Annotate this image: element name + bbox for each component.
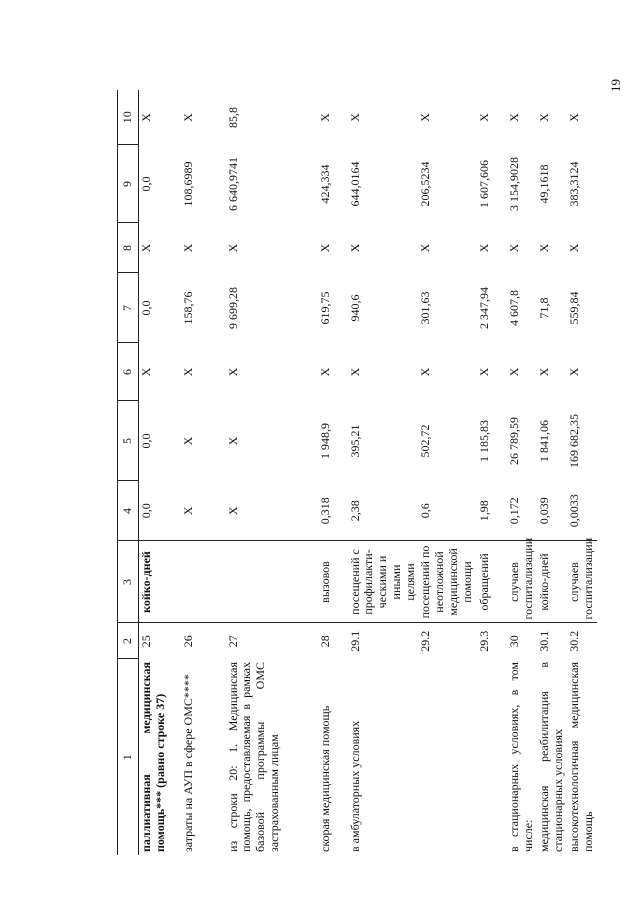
unit-cell: обращений	[477, 541, 507, 623]
cell-col7: 301,63	[418, 291, 433, 325]
cell-col4: 0,318	[317, 497, 332, 525]
unit-cell: вызовов	[318, 541, 348, 623]
cell-col6: X	[567, 367, 582, 377]
cell-col5: 169 682,35	[567, 414, 582, 468]
cell-col10: X	[317, 113, 332, 122]
cell-col7: 0,0	[139, 300, 153, 316]
cell-col4: 0,039	[537, 497, 552, 525]
row-number: 30	[507, 635, 522, 648]
table-row	[181, 90, 226, 855]
table-row	[139, 90, 181, 855]
row-number: 29.2	[418, 630, 433, 652]
cell-col4: 0,0033	[567, 494, 582, 528]
row-label	[477, 659, 507, 855]
cell-col10: X	[477, 113, 492, 122]
cell-col7: 2 347,94	[477, 287, 492, 329]
cell-col10: X	[347, 113, 362, 122]
row-number: 26	[180, 635, 195, 648]
cell-col4: 0,172	[507, 497, 522, 525]
cell-col9: 6 640,9741	[225, 157, 240, 211]
row-number: 25	[139, 635, 153, 648]
row-label: из строки 20: 1. Медицинская помощь, предоставляемая в рамках базовой программы ОМС застрахованным лицам	[225, 662, 281, 852]
unit-cell	[226, 541, 318, 623]
cell-col4: 1,98	[477, 500, 492, 522]
cell-col9: 1 607,606	[477, 160, 492, 208]
cell-col6: X	[477, 367, 492, 377]
table-row	[507, 90, 537, 855]
cell-col9: 0,0	[139, 176, 153, 192]
cell-col5: 1 185,83	[477, 420, 492, 462]
cell-col5: 0,0	[139, 433, 153, 449]
cell-col8: X	[418, 243, 433, 253]
cell-col9: 108,6989	[180, 161, 195, 207]
cell-col6: X	[418, 367, 433, 377]
row-label	[418, 659, 477, 855]
cell-col9: 49,1618	[537, 164, 552, 204]
cell-col9: 383,3124	[567, 161, 582, 207]
cell-col6: X	[180, 367, 195, 377]
col-header-8: 8	[118, 223, 139, 273]
cell-col5: 1 948,9	[317, 423, 332, 459]
cell-col7: 158,76	[180, 291, 195, 325]
cell-col7: 9 699,28	[225, 287, 240, 329]
unit-cell: посещений с профилакти-ческими и иными целями	[348, 541, 419, 623]
cell-col8: X	[507, 243, 522, 253]
cell-col10: X	[537, 113, 552, 122]
cell-col5: 502,72	[418, 424, 433, 458]
cell-col8: X	[567, 243, 582, 253]
row-label: затраты на АУП в сфере ОМС****	[180, 674, 195, 852]
col-header-10: 10	[118, 90, 139, 145]
cell-col9: 206,5234	[418, 161, 433, 207]
cell-col6: X	[225, 367, 240, 377]
cell-col5: 26 789,59	[507, 417, 522, 465]
unit-cell: случаев госпитализации	[507, 541, 537, 623]
table-row	[418, 90, 477, 855]
row-label: медицинская реабилитация в стационарных условиях	[537, 662, 566, 852]
unit-cell: койко-дней	[537, 541, 567, 623]
cell-col5: X	[180, 436, 195, 446]
cell-col5: X	[225, 436, 240, 446]
cell-col9: 3 154,9028	[507, 157, 522, 211]
cell-col7: 71,8	[537, 297, 552, 319]
col-header-7: 7	[118, 273, 139, 343]
table-row	[567, 90, 597, 855]
cell-col6: X	[347, 367, 362, 377]
cell-col8: X	[537, 243, 552, 253]
col-header-1: 1	[118, 659, 139, 855]
unit-cell: посещений по неотложной медицинской помощи	[418, 541, 477, 623]
cell-col4: X	[225, 506, 240, 516]
col-header-4: 4	[118, 481, 139, 541]
table-row	[537, 90, 567, 855]
row-label: паллиативная медицинская помощь*** (равно строке 37)	[139, 662, 167, 852]
table-row	[348, 90, 419, 855]
cell-col8: X	[477, 243, 492, 253]
page-number: 19	[608, 79, 623, 92]
rotated-table-page	[117, 90, 596, 855]
norms-table	[117, 90, 597, 855]
row-label: скорая медицинская помощь	[317, 705, 332, 852]
cell-col10: X	[507, 113, 522, 122]
cell-col4: 0,0	[139, 503, 153, 519]
cell-col7: 559,84	[567, 291, 582, 325]
cell-col5: 395,21	[347, 424, 362, 458]
unit-cell	[181, 541, 226, 623]
row-number: 27	[225, 635, 240, 648]
cell-col4: 2,38	[347, 500, 362, 522]
cell-col8: X	[180, 243, 195, 253]
cell-col8: X	[317, 243, 332, 253]
row-number: 28	[317, 635, 332, 648]
cell-col10: X	[418, 113, 433, 122]
table-row	[477, 90, 507, 855]
row-label: высокотехнологичная медицинская помощь	[567, 662, 596, 852]
unit-cell: случаев госпитализации	[567, 541, 597, 623]
cell-col7: 619,75	[317, 291, 332, 325]
col-header-2: 2	[118, 623, 139, 659]
col-header-5: 5	[118, 401, 139, 481]
unit-cell: койко-дней	[139, 541, 181, 623]
cell-col8: X	[139, 243, 153, 253]
cell-col4: 0,6	[418, 503, 433, 519]
col-header-9: 9	[118, 145, 139, 223]
cell-col9: 644,0164	[347, 161, 362, 207]
cell-col6: X	[317, 367, 332, 377]
row-label: в стационарных условиях, в том числе:	[507, 662, 536, 852]
row-number: 30.2	[567, 630, 582, 652]
cell-col10: X	[567, 113, 582, 122]
cell-col5: 1 841,06	[537, 420, 552, 462]
row-label: в амбулаторных условиях	[347, 720, 362, 852]
table-row	[318, 90, 348, 855]
table-row	[226, 90, 318, 855]
cell-col10: 85,8	[225, 107, 240, 128]
col-header-3: 3	[118, 541, 139, 623]
cell-col9: 424,334	[317, 164, 332, 204]
cell-col4: X	[180, 506, 195, 516]
cell-col10: X	[139, 113, 153, 122]
cell-col6: X	[507, 367, 522, 377]
cell-col8: X	[347, 243, 362, 253]
row-number: 29.3	[477, 630, 492, 652]
row-number: 30.1	[537, 630, 552, 652]
cell-col7: 4 607,8	[507, 290, 522, 326]
cell-col8: X	[225, 243, 240, 253]
cell-col10: X	[180, 113, 195, 122]
cell-col7: 940,6	[347, 294, 362, 322]
row-number: 29.1	[347, 630, 362, 652]
col-header-6: 6	[118, 343, 139, 401]
cell-col6: X	[139, 367, 153, 377]
cell-col6: X	[537, 367, 552, 377]
header-row	[118, 90, 139, 855]
